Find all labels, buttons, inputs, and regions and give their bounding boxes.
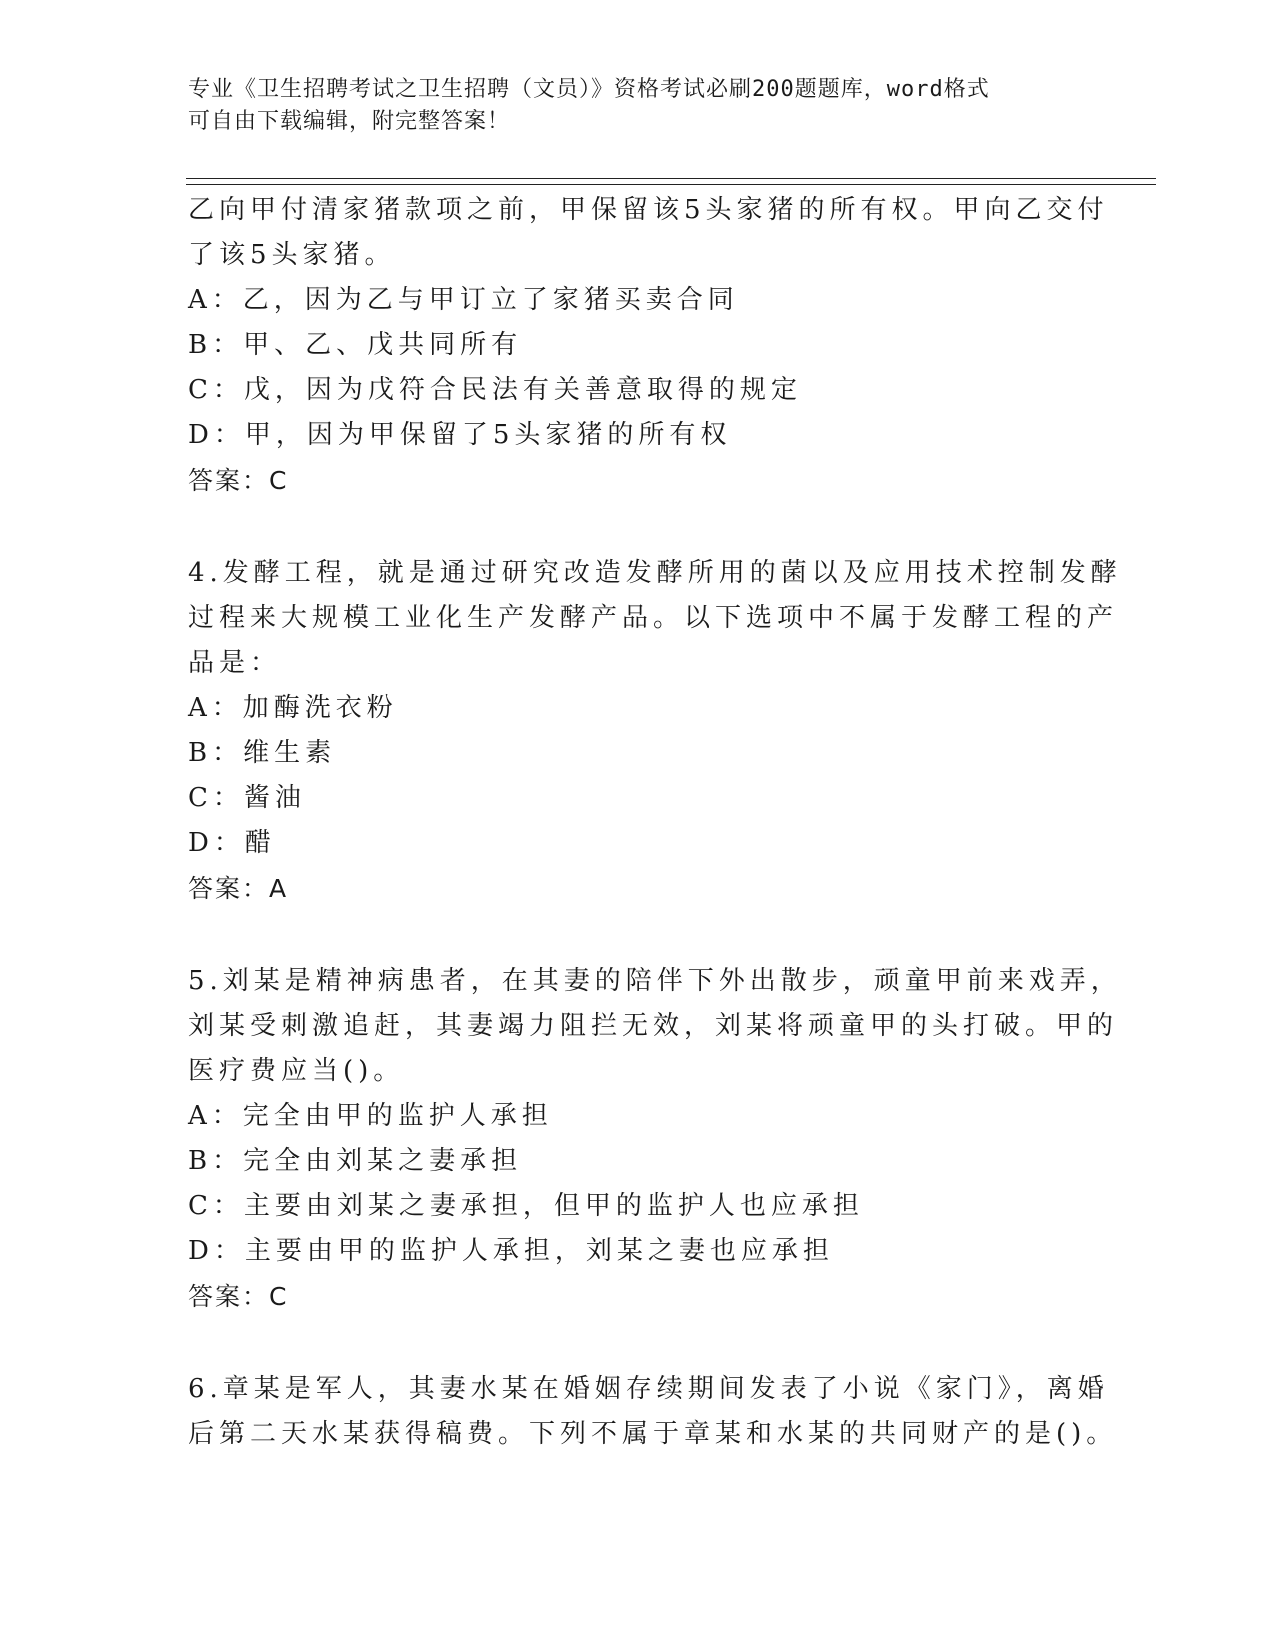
question-4-stem-line-2: 过程来大规模工业化生产发酵产品。以下选项中不属于发酵工程的产 [188, 603, 1119, 633]
question-4 [188, 551, 1122, 911]
question-5-stem-line-1: 5.刘某是精神病患者，在其妻的陪伴下外出散步，顽童甲前来戏弄， [188, 966, 1122, 996]
question-3-option-c: C：戊，因为戊符合民法有关善意取得的规定 [188, 375, 802, 405]
question-4-option-c: C：酱油 [188, 783, 306, 813]
header-line-2: 可自由下载编辑，附完整答案！ [188, 109, 511, 134]
question-4-stem-line-1: 4.发酵工程，就是通过研究改造发酵所用的菌以及应用技术控制发酵 [188, 558, 1122, 588]
question-5-option-c: C：主要由刘某之妻承担，但甲的监护人也应承担 [188, 1191, 864, 1221]
question-3-stem-line-1: 乙向甲付清家猪款项之前，甲保留该5头家猪的所有权。甲向乙交付 [188, 195, 1109, 225]
question-4-option-b: B：维生素 [188, 738, 337, 768]
question-5-stem-line-3: 医疗费应当()。 [188, 1056, 405, 1086]
question-6-stem-line-1: 6.章某是军人，其妻水某在婚姻存续期间发表了小说《家门》，离婚 [188, 1374, 1109, 1404]
header-divider-top [186, 178, 1156, 179]
question-6-stem-line-2: 后第二天水某获得稿费。下列不属于章某和水某的共同财产的是()。 [188, 1419, 1118, 1449]
question-5-answer: 答案：C [188, 1282, 289, 1311]
question-5-option-b: B：完全由刘某之妻承担 [188, 1146, 523, 1176]
question-5-option-a: A：完全由甲的监护人承担 [188, 1101, 553, 1131]
question-5-option-d: D：主要由甲的监护人承担，刘某之妻也应承担 [188, 1236, 834, 1266]
question-3-answer: 答案：C [188, 466, 289, 495]
header-divider-bottom [186, 184, 1156, 185]
question-4-option-a: A：加酶洗衣粉 [188, 693, 398, 723]
question-3 [188, 188, 1109, 503]
question-4-stem-line-3: 品是： [188, 648, 282, 678]
question-spacer [188, 1319, 1068, 1367]
question-spacer [188, 503, 1068, 551]
question-6 [188, 1367, 1118, 1457]
header-line-1: 专业《卫生招聘考试之卫生招聘（文员）》资格考试必刷200题题库，word格式 [188, 77, 990, 102]
question-4-option-d: D：醋 [188, 828, 276, 858]
document-header [188, 74, 1068, 138]
question-spacer [188, 911, 1068, 959]
question-list [188, 188, 1122, 1457]
question-5-stem-line-2: 刘某受刺激追赶，其妻竭力阻拦无效，刘某将顽童甲的头打破。甲的 [188, 1011, 1119, 1041]
question-3-option-a: A：乙，因为乙与甲订立了家猪买卖合同 [188, 285, 739, 315]
question-4-answer: 答案：A [188, 874, 289, 903]
question-3-option-d: D：甲，因为甲保留了5头家猪的所有权 [188, 420, 732, 450]
question-3-option-b: B：甲、乙、戊共同所有 [188, 330, 523, 360]
question-3-stem-line-2: 了该5头家猪。 [188, 240, 396, 270]
question-5 [188, 959, 1122, 1319]
